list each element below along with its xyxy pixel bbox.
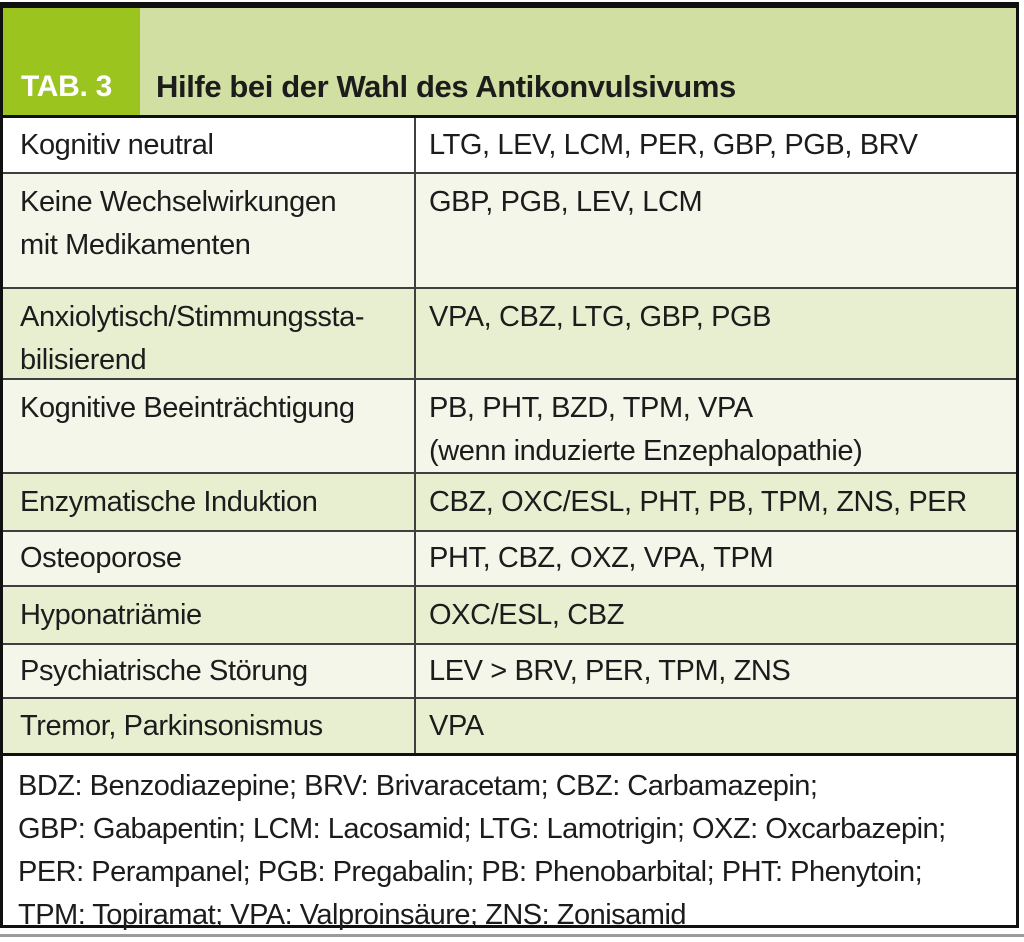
drug-list-text: OXC/ESL, CBZ xyxy=(429,598,625,631)
drug-list-text: LEV > BRV, PER, TPM, ZNS xyxy=(429,654,791,687)
drug-list-text: CBZ, OXC/ESL, PHT, PB, TPM, ZNS, PER xyxy=(429,485,967,518)
table-row xyxy=(3,643,1016,697)
criterion-cell xyxy=(3,174,414,287)
drug-list-cell xyxy=(414,532,1016,585)
table-row xyxy=(3,697,1016,753)
criterion-text: Psychiatrische Störung xyxy=(20,654,308,687)
table-body xyxy=(3,118,1016,753)
antikonvulsivum-table-card xyxy=(0,2,1019,931)
legend-line: PER: Perampanel; PGB: Pregabalin; PB: Phenobarbital; PHT: Phenytoin; xyxy=(18,856,923,888)
criterion-text: Anxiolytisch/Stimmungssta- xyxy=(20,301,365,333)
table-row xyxy=(3,118,1016,172)
table-number-badge xyxy=(3,8,140,115)
drug-list-text: PB, PHT, BZD, TPM, VPA xyxy=(429,392,753,424)
bottom-shadow-rule xyxy=(0,934,1024,937)
criterion-text: Kognitive Beeinträchtigung xyxy=(20,392,355,424)
criterion-cell xyxy=(3,380,414,472)
drug-list-cell xyxy=(414,645,1016,697)
drug-list-cell xyxy=(414,474,1016,530)
drug-list-cell xyxy=(414,174,1016,287)
criterion-cell xyxy=(3,587,414,643)
drug-list-text: GBP, PGB, LEV, LCM xyxy=(429,186,703,218)
criterion-cell xyxy=(3,118,414,172)
drug-list-cell xyxy=(414,289,1016,378)
legend-line: TPM: Topiramat; VPA: Valproinsäure; ZNS: Zonisamid xyxy=(18,899,687,931)
criterion-text: bilisierend xyxy=(20,344,147,376)
drug-list-text: (wenn induzierte Enzephalopathie) xyxy=(429,435,863,467)
table-header xyxy=(3,8,1016,118)
drug-list-text: PHT, CBZ, OXZ, VPA, TPM xyxy=(429,542,774,574)
criterion-cell xyxy=(3,532,414,585)
table-number-label: TAB. 3 xyxy=(21,70,112,103)
criterion-text: mit Medikamenten xyxy=(20,229,251,261)
table-row xyxy=(3,530,1016,585)
drug-list-text: VPA, CBZ, LTG, GBP, PGB xyxy=(429,301,772,333)
criterion-cell xyxy=(3,645,414,697)
drug-list-cell xyxy=(414,380,1016,472)
table-row xyxy=(3,378,1016,472)
drug-list-cell xyxy=(414,587,1016,643)
criterion-text: Keine Wechselwirkungen xyxy=(20,186,337,218)
table-row xyxy=(3,472,1016,530)
criterion-cell xyxy=(3,289,414,378)
criterion-text: Hyponatriämie xyxy=(20,598,202,631)
criterion-text: Kognitiv neutral xyxy=(20,128,214,161)
criterion-cell xyxy=(3,699,414,753)
criterion-text: Osteoporose xyxy=(20,542,182,574)
legend-line: BDZ: Benzodiazepine; BRV: Brivaracetam; CBZ: Carbamazepin; xyxy=(18,770,818,802)
criterion-text: Tremor, Parkinsonismus xyxy=(20,709,323,742)
table-title: Hilfe bei der Wahl des Antikonvulsivums xyxy=(156,69,736,104)
criterion-cell xyxy=(3,474,414,530)
drug-list-text: VPA xyxy=(429,709,484,742)
table-row xyxy=(3,172,1016,287)
table-row xyxy=(3,287,1016,378)
drug-list-cell xyxy=(414,118,1016,172)
drug-list-text: LTG, LEV, LCM, PER, GBP, PGB, BRV xyxy=(429,128,918,161)
legend-line: GBP: Gabapentin; LCM: Lacosamid; LTG: Lamotrigin; OXZ: Oxcarbazepin; xyxy=(18,813,946,845)
table-row xyxy=(3,585,1016,643)
drug-list-cell xyxy=(414,699,1016,753)
criterion-text: Enzymatische Induktion xyxy=(20,485,318,518)
abbreviation-legend xyxy=(3,753,1016,931)
